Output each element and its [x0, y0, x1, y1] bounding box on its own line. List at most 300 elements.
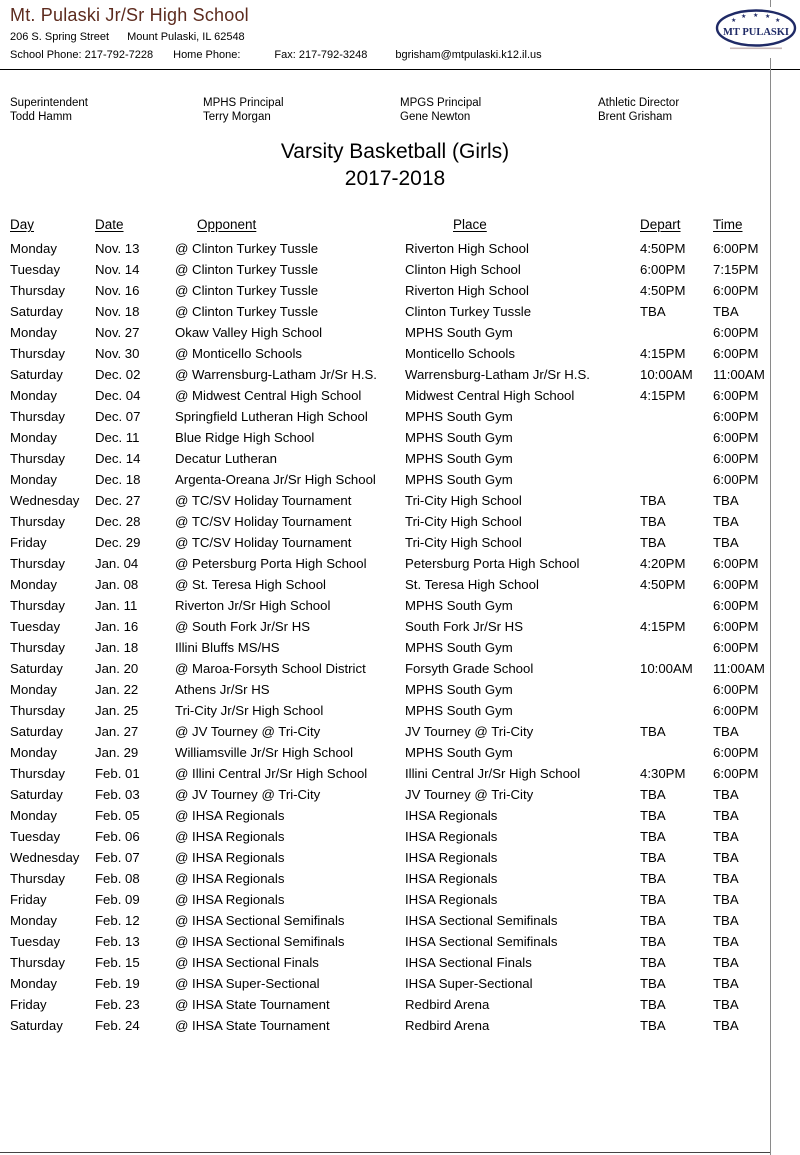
cell-time: TBA: [713, 724, 739, 739]
cell-opponent: @ IHSA Sectional Finals: [175, 955, 319, 970]
cell-depart: [640, 595, 713, 616]
cell-opponent: @ Clinton Turkey Tussle: [175, 241, 319, 256]
cell-time: 6:00PM: [713, 325, 759, 340]
cell-day: Monday: [10, 577, 57, 592]
cell-time: 7:15PM: [713, 262, 759, 277]
cell-place: MPHS South Gym: [405, 472, 513, 487]
cell-time: TBA: [713, 997, 739, 1012]
table-row: [10, 595, 770, 616]
cell-opponent: @ IHSA Regionals: [175, 850, 285, 865]
cell-time: 6:00PM: [713, 619, 759, 634]
cell-place: Redbird Arena: [405, 1018, 490, 1033]
cell-date: Feb. 15: [95, 955, 140, 970]
address-street: 206 S. Spring Street: [10, 31, 110, 43]
cell-day: Tuesday: [10, 829, 61, 844]
cell-depart: 4:50PM: [640, 577, 686, 592]
cell-place: IHSA Super-Sectional: [405, 976, 533, 991]
cell-place: Midwest Central High School: [405, 388, 575, 403]
cell-day: Tuesday: [10, 262, 61, 277]
staff-superintendent: [10, 96, 203, 124]
cell-depart: [640, 427, 713, 448]
cell-place: MPHS South Gym: [405, 451, 513, 466]
header-opponent: Opponent: [197, 217, 257, 232]
cell-date: Feb. 09: [95, 892, 140, 907]
cell-place: Tri-City High School: [405, 514, 522, 529]
staff-role: Superintendent: [10, 97, 89, 109]
cell-time: TBA: [713, 514, 739, 529]
cell-opponent: @ TC/SV Holiday Tournament: [175, 514, 352, 529]
cell-opponent: @ St. Teresa High School: [175, 577, 326, 592]
cell-place: IHSA Regionals: [405, 808, 498, 823]
table-row: [10, 343, 770, 364]
header-place: Place: [453, 217, 487, 232]
cell-day: Saturday: [10, 304, 63, 319]
cell-place: JV Tourney @ Tri-City: [405, 787, 534, 802]
svg-text:★: ★: [765, 14, 771, 20]
cell-day: Friday: [10, 997, 47, 1012]
table-row: [10, 238, 770, 259]
staff-name: Terry Morgan: [203, 111, 271, 123]
cell-depart: [640, 637, 713, 658]
page-right-edge-rule: [770, 0, 771, 1155]
cell-date: Nov. 16: [95, 283, 140, 298]
cell-opponent: Williamsville Jr/Sr High School: [175, 745, 354, 760]
table-row: [10, 889, 770, 910]
cell-time: TBA: [713, 892, 739, 907]
cell-place: Riverton High School: [405, 283, 529, 298]
table-row: [10, 742, 770, 763]
cell-time: 11:00AM: [713, 367, 765, 382]
cell-depart: TBA: [640, 850, 666, 865]
cell-time: 6:00PM: [713, 703, 759, 718]
cell-depart: 4:20PM: [640, 556, 686, 571]
cell-opponent: @ JV Tourney @ Tri-City: [175, 787, 321, 802]
cell-time: TBA: [713, 535, 739, 550]
cell-depart: 6:00PM: [640, 262, 686, 277]
cell-time: 6:00PM: [713, 388, 759, 403]
cell-opponent: Riverton Jr/Sr High School: [175, 598, 331, 613]
cell-date: Feb. 08: [95, 871, 140, 886]
table-row: [10, 364, 770, 385]
cell-place: IHSA Sectional Semifinals: [405, 913, 558, 928]
cell-time: 6:00PM: [713, 346, 759, 361]
cell-time: TBA: [713, 829, 739, 844]
cell-day: Saturday: [10, 661, 63, 676]
cell-time: 6:00PM: [713, 472, 759, 487]
cell-opponent: @ IHSA Sectional Semifinals: [175, 913, 345, 928]
cell-opponent: @ IHSA Super-Sectional: [175, 976, 320, 991]
table-row: [10, 574, 770, 595]
cell-date: Feb. 07: [95, 850, 140, 865]
table-row: [10, 280, 770, 301]
cell-time: TBA: [713, 871, 739, 886]
table-row: [10, 847, 770, 868]
table-row: [10, 910, 770, 931]
cell-opponent: @ Clinton Turkey Tussle: [175, 283, 319, 298]
table-row: [10, 469, 770, 490]
cell-time: 6:00PM: [713, 745, 759, 760]
cell-depart: TBA: [640, 955, 666, 970]
table-row: [10, 490, 770, 511]
table-row: [10, 784, 770, 805]
cell-day: Thursday: [10, 346, 65, 361]
cell-depart: TBA: [640, 787, 666, 802]
cell-depart: TBA: [640, 1018, 666, 1033]
cell-depart: [640, 742, 713, 763]
cell-opponent: Okaw Valley High School: [175, 325, 323, 340]
cell-date: Jan. 22: [95, 682, 139, 697]
school-name: Mt. Pulaski Jr/Sr High School: [10, 5, 249, 25]
cell-time: TBA: [713, 808, 739, 823]
table-row: [10, 1015, 770, 1036]
cell-depart: TBA: [640, 808, 666, 823]
cell-day: Thursday: [10, 766, 65, 781]
cell-time: TBA: [713, 976, 739, 991]
cell-depart: TBA: [640, 997, 666, 1012]
cell-day: Monday: [10, 430, 57, 445]
cell-day: Monday: [10, 325, 57, 340]
cell-opponent: @ Warrensburg-Latham Jr/Sr H.S.: [175, 367, 377, 382]
cell-place: IHSA Sectional Semifinals: [405, 934, 558, 949]
cell-day: Thursday: [10, 451, 65, 466]
cell-depart: [640, 679, 713, 700]
cell-opponent: @ Clinton Turkey Tussle: [175, 304, 319, 319]
cell-opponent: @ Monticello Schools: [175, 346, 303, 361]
cell-day: Thursday: [10, 556, 65, 571]
cell-depart: TBA: [640, 934, 666, 949]
cell-day: Monday: [10, 808, 57, 823]
cell-depart: TBA: [640, 304, 666, 319]
letterhead: [10, 5, 790, 61]
cell-date: Nov. 14: [95, 262, 140, 277]
table-row: [10, 973, 770, 994]
cell-depart: [640, 469, 713, 490]
cell-opponent: @ IHSA State Tournament: [175, 997, 330, 1012]
cell-opponent: @ Clinton Turkey Tussle: [175, 262, 319, 277]
cell-date: Nov. 30: [95, 346, 140, 361]
cell-date: Jan. 27: [95, 724, 139, 739]
cell-date: Feb. 12: [95, 913, 140, 928]
table-row: [10, 679, 770, 700]
fax-number: Fax: 217-792-3248: [274, 49, 368, 61]
document-title: Varsity Basketball (Girls): [280, 140, 510, 163]
cell-place: MPHS South Gym: [405, 682, 513, 697]
table-row: [10, 637, 770, 658]
cell-place: MPHS South Gym: [405, 745, 513, 760]
cell-depart: [640, 448, 713, 469]
cell-depart: TBA: [640, 724, 666, 739]
cell-day: Thursday: [10, 283, 65, 298]
schedule-table: [10, 217, 770, 1036]
cell-time: TBA: [713, 955, 739, 970]
school-address: [10, 31, 542, 43]
svg-text:★: ★: [741, 14, 747, 20]
cell-day: Thursday: [10, 871, 65, 886]
cell-time: 6:00PM: [713, 283, 759, 298]
cell-day: Tuesday: [10, 934, 61, 949]
cell-depart: TBA: [640, 514, 666, 529]
cell-time: 6:00PM: [713, 598, 759, 613]
cell-date: Dec. 11: [95, 430, 140, 445]
cell-depart: TBA: [640, 829, 666, 844]
cell-depart: TBA: [640, 535, 666, 550]
cell-day: Thursday: [10, 409, 65, 424]
cell-day: Friday: [10, 892, 47, 907]
cell-place: Forsyth Grade School: [405, 661, 534, 676]
cell-place: Redbird Arena: [405, 997, 490, 1012]
cell-place: MPHS South Gym: [405, 703, 513, 718]
header-time: Time: [713, 217, 743, 232]
cell-place: Riverton High School: [405, 241, 529, 256]
cell-place: JV Tourney @ Tri-City: [405, 724, 534, 739]
cell-opponent: Blue Ridge High School: [175, 430, 315, 445]
table-row: [10, 532, 770, 553]
cell-place: St. Teresa High School: [405, 577, 539, 592]
cell-depart: 4:30PM: [640, 766, 686, 781]
cell-time: TBA: [713, 1018, 739, 1033]
cell-place: Tri-City High School: [405, 535, 522, 550]
svg-text:★: ★: [731, 18, 737, 24]
cell-depart: TBA: [640, 493, 666, 508]
svg-text:★: ★: [775, 18, 781, 24]
cell-date: Jan. 04: [95, 556, 139, 571]
cell-day: Saturday: [10, 367, 63, 382]
cell-day: Thursday: [10, 955, 65, 970]
cell-date: Dec. 04: [95, 388, 141, 403]
cell-time: 6:00PM: [713, 682, 759, 697]
cell-date: Feb. 24: [95, 1018, 140, 1033]
cell-depart: TBA: [640, 913, 666, 928]
staff-name: Brent Grisham: [598, 111, 673, 123]
cell-place: MPHS South Gym: [405, 430, 513, 445]
cell-depart: 4:15PM: [640, 619, 686, 634]
cell-date: Dec. 14: [95, 451, 141, 466]
cell-day: Thursday: [10, 598, 65, 613]
cell-time: TBA: [713, 304, 739, 319]
cell-date: Jan. 29: [95, 745, 139, 760]
cell-date: Nov. 27: [95, 325, 140, 340]
staff-role: Athletic Director: [598, 97, 680, 109]
cell-opponent: @ IHSA Regionals: [175, 871, 285, 886]
header-depart: Depart: [640, 217, 681, 232]
table-row: [10, 721, 770, 742]
cell-opponent: @ Petersburg Porta High School: [175, 556, 367, 571]
cell-depart: 4:15PM: [640, 388, 686, 403]
cell-time: TBA: [713, 493, 739, 508]
cell-date: Jan. 20: [95, 661, 139, 676]
cell-date: Feb. 01: [95, 766, 140, 781]
cell-depart: [640, 322, 713, 343]
cell-date: Nov. 18: [95, 304, 140, 319]
staff-mpgs-principal: [400, 96, 598, 124]
cell-day: Monday: [10, 241, 57, 256]
cell-day: Monday: [10, 745, 57, 760]
cell-place: IHSA Regionals: [405, 850, 498, 865]
cell-depart: TBA: [640, 892, 666, 907]
cell-opponent: @ Illini Central Jr/Sr High School: [175, 766, 368, 781]
cell-place: MPHS South Gym: [405, 598, 513, 613]
cell-date: Dec. 28: [95, 514, 141, 529]
schedule-body: [10, 238, 770, 1036]
cell-day: Monday: [10, 913, 57, 928]
staff-athletic-director: [598, 96, 770, 124]
staff-role: MPHS Principal: [203, 97, 284, 109]
header-day: Day: [10, 217, 35, 232]
cell-day: Thursday: [10, 514, 65, 529]
cell-day: Thursday: [10, 703, 65, 718]
table-row: [10, 259, 770, 280]
cell-place: MPHS South Gym: [405, 640, 513, 655]
cell-date: Dec. 18: [95, 472, 141, 487]
cell-date: Dec. 07: [95, 409, 141, 424]
cell-day: Tuesday: [10, 619, 61, 634]
table-row: [10, 553, 770, 574]
table-row: [10, 301, 770, 322]
cell-opponent: @ IHSA Regionals: [175, 892, 285, 907]
cell-place: MPHS South Gym: [405, 325, 513, 340]
cell-day: Monday: [10, 682, 57, 697]
table-header-row: [10, 217, 770, 238]
cell-depart: 10:00AM: [640, 367, 693, 382]
home-phone-label: Home Phone:: [173, 49, 241, 61]
cell-opponent: @ TC/SV Holiday Tournament: [175, 535, 352, 550]
cell-date: Dec. 29: [95, 535, 141, 550]
cell-date: Jan. 18: [95, 640, 139, 655]
school-logo-icon: [714, 7, 798, 53]
school-phone: School Phone: 217-792-7228: [10, 49, 154, 61]
cell-place: Monticello Schools: [405, 346, 515, 361]
cell-opponent: Argenta-Oreana Jr/Sr High School: [175, 472, 376, 487]
address-city: Mount Pulaski, IL 62548: [127, 31, 245, 43]
cell-opponent: @ IHSA Regionals: [175, 808, 285, 823]
cell-place: Illini Central Jr/Sr High School: [405, 766, 581, 781]
cell-time: 6:00PM: [713, 577, 759, 592]
table-row: [10, 700, 770, 721]
staff-name: Gene Newton: [400, 111, 471, 123]
table-row: [10, 448, 770, 469]
cell-opponent: @ JV Tourney @ Tri-City: [175, 724, 321, 739]
table-row: [10, 385, 770, 406]
cell-depart: [640, 700, 713, 721]
cell-opponent: @ Midwest Central High School: [175, 388, 362, 403]
cell-time: 6:00PM: [713, 640, 759, 655]
cell-date: Dec. 02: [95, 367, 141, 382]
cell-date: Jan. 16: [95, 619, 139, 634]
cell-date: Feb. 19: [95, 976, 140, 991]
contact-line: [10, 49, 542, 61]
cell-opponent: @ Maroa-Forsyth School District: [175, 661, 366, 676]
cell-opponent: Tri-City Jr/Sr High School: [175, 703, 324, 718]
cell-depart: TBA: [640, 871, 666, 886]
cell-day: Saturday: [10, 1018, 63, 1033]
cell-day: Wednesday: [10, 493, 80, 508]
cell-date: Jan. 08: [95, 577, 139, 592]
cell-time: 6:00PM: [713, 409, 759, 424]
table-row: [10, 616, 770, 637]
table-row: [10, 427, 770, 448]
cell-day: Monday: [10, 472, 57, 487]
cell-place: South Fork Jr/Sr HS: [405, 619, 523, 634]
cell-place: Clinton Turkey Tussle: [405, 304, 532, 319]
table-row: [10, 406, 770, 427]
table-row: [10, 868, 770, 889]
cell-time: 6:00PM: [713, 241, 759, 256]
cell-date: Feb. 23: [95, 997, 140, 1012]
cell-place: MPHS South Gym: [405, 409, 513, 424]
cell-place: IHSA Regionals: [405, 871, 498, 886]
table-row: [10, 805, 770, 826]
cell-date: Jan. 25: [95, 703, 139, 718]
cell-time: 6:00PM: [713, 430, 759, 445]
cell-day: Friday: [10, 535, 47, 550]
header-date: Date: [95, 217, 124, 232]
cell-place: Petersburg Porta High School: [405, 556, 580, 571]
cell-opponent: Athens Jr/Sr HS: [175, 682, 270, 697]
cell-place: IHSA Regionals: [405, 829, 498, 844]
cell-opponent: @ IHSA State Tournament: [175, 1018, 330, 1033]
table-row: [10, 952, 770, 973]
table-row: [10, 322, 770, 343]
cell-depart: [640, 406, 713, 427]
cell-time: TBA: [713, 913, 739, 928]
cell-depart: 4:15PM: [640, 346, 686, 361]
table-row: [10, 511, 770, 532]
cell-opponent: Springfield Lutheran High School: [175, 409, 368, 424]
cell-day: Wednesday: [10, 850, 80, 865]
letterhead-text: [10, 5, 542, 61]
cell-time: 6:00PM: [713, 556, 759, 571]
cell-opponent: @ South Fork Jr/Sr HS: [175, 619, 311, 634]
cell-day: Monday: [10, 388, 57, 403]
table-row: [10, 994, 770, 1015]
cell-depart: 4:50PM: [640, 283, 686, 298]
cell-time: 11:00AM: [713, 661, 765, 676]
cell-date: Feb. 05: [95, 808, 140, 823]
cell-date: Dec. 27: [95, 493, 141, 508]
svg-text:★: ★: [753, 13, 759, 19]
cell-date: Jan. 11: [95, 598, 138, 613]
table-row: [10, 658, 770, 679]
cell-opponent: @ IHSA Regionals: [175, 829, 285, 844]
svg-text:MT PULASKI: MT PULASKI: [722, 27, 790, 38]
cell-date: Nov. 13: [95, 241, 140, 256]
cell-day: Saturday: [10, 724, 63, 739]
table-row: [10, 931, 770, 952]
cell-depart: 4:50PM: [640, 241, 686, 256]
cell-depart: 10:00AM: [640, 661, 693, 676]
table-row: [10, 826, 770, 847]
cell-time: TBA: [713, 934, 739, 949]
cell-place: Warrensburg-Latham Jr/Sr H.S.: [405, 367, 590, 382]
staff-role: MPGS Principal: [400, 97, 482, 109]
page-bottom-rule: [0, 1152, 770, 1153]
cell-time: 6:00PM: [713, 766, 759, 781]
cell-opponent: @ IHSA Sectional Semifinals: [175, 934, 345, 949]
cell-time: TBA: [713, 850, 739, 865]
staff-mphs-principal: [203, 96, 400, 124]
cell-date: Feb. 13: [95, 934, 140, 949]
cell-place: IHSA Sectional Finals: [405, 955, 532, 970]
cell-date: Feb. 06: [95, 829, 140, 844]
cell-opponent: Decatur Lutheran: [175, 451, 277, 466]
cell-depart: TBA: [640, 976, 666, 991]
cell-place: IHSA Regionals: [405, 892, 498, 907]
cell-date: Feb. 03: [95, 787, 140, 802]
cell-time: TBA: [713, 787, 739, 802]
staff-name: Todd Hamm: [10, 111, 72, 123]
email-address: bgrisham@mtpulaski.k12.il.us: [395, 49, 542, 61]
header-divider: [0, 69, 800, 70]
